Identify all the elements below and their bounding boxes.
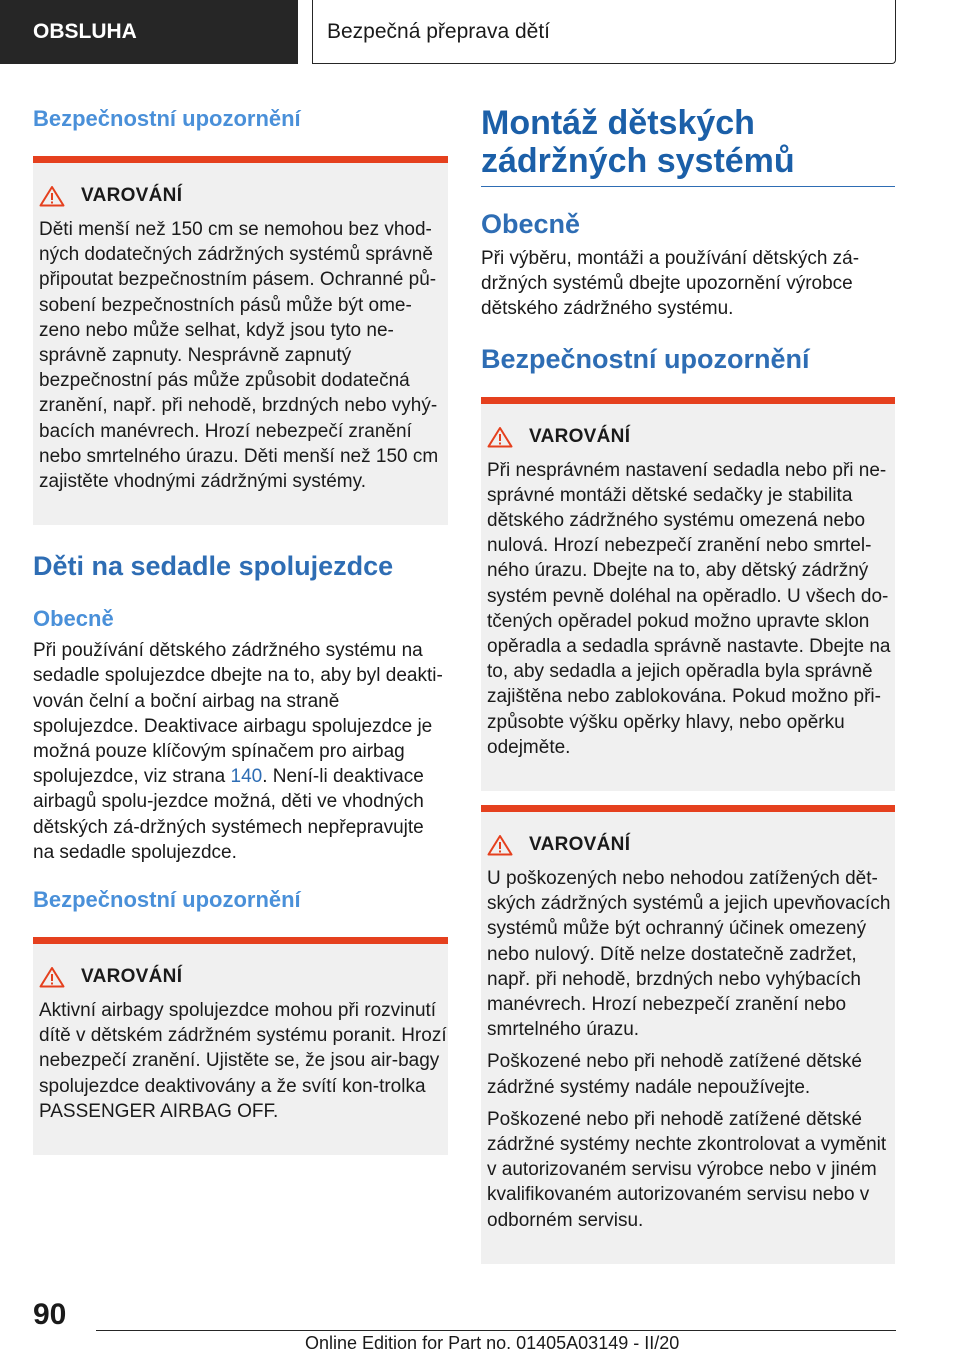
header-section-label: OBSLUHA bbox=[33, 20, 137, 43]
right-warning-box-2 bbox=[481, 805, 895, 1264]
page-reference-link[interactable]: 140 bbox=[230, 766, 263, 788]
page-number: 90 bbox=[33, 1298, 67, 1331]
left-warning-box-2 bbox=[33, 937, 448, 1155]
warning-header bbox=[39, 185, 448, 207]
warning-text: Děti menší než 150 cm se nemohou bez vhod-ných dodatečných zádržných systémů správně připoutat bezpečnostním pásem. Ochranné pů-sobení bezpečnostních pásů může být ome-zeno nebo může selhat, když jsou tyto ne-správně zapnuty. Nesprávně zapnutý bezpečnostní pás může způsobit dodatečná zranění, např. při nehodě, brzdných nebo vyhý-bacích manévrech. Hrozí nebezpečí zranění nebo smrtelného úrazu. Děti menší než 150 cm zajistěte vhodnými zádržnými systémy. bbox=[39, 219, 439, 493]
left-heading-safety: Bezpečnostní upozornění bbox=[33, 106, 301, 131]
paragraph-text-start: Při používání dětského zádržného systému na sedadle spolujezdce dbejte na to, aby byl deakti-vován čelní a boční airbag na straně spolujezdce. Deaktivace airbagu spolujezdce je možná pouze klíčovým spínačem pro airbag spolujezdce, viz strana bbox=[33, 640, 443, 788]
left-heading-general: Obecně bbox=[33, 606, 114, 632]
warning-text: Při nesprávném nastavení sedadla nebo při ne-správné montáži dětské sedačky je stabilita dětského zádržného systému omezená nebo nulová. Hrozí nebezpečí zranění nebo smrtel-ného úrazu. Dbejte na to, aby dětský zádržný systém pevně doléhal na opěradlo. U všech do-tčených opěradel pokud možno upravte sklon opěradla a sedadla správně nastavte. Dbejte na to, aby sedadla a jejich opěradla byla správně zajištěna nebo zablokována. Pokud možno při-způsobte výšku opěrky hlavy, nebo opěrku odejměte. bbox=[487, 459, 891, 758]
left-paragraph-general bbox=[33, 638, 448, 865]
warning-triangle-icon bbox=[39, 185, 65, 207]
header-chapter-title bbox=[312, 0, 896, 64]
left-heading-passenger-seat: Děti na sedadle spolujezdce bbox=[33, 551, 394, 582]
right-paragraph-general: Při výběru, montáži a používání dětských zá-držných systémů dbejte upozornění výrobce dětského zádržného systému. bbox=[481, 248, 860, 320]
warning-title: VAROVÁNÍ bbox=[81, 185, 183, 206]
right-column bbox=[481, 100, 895, 1264]
left-column bbox=[33, 100, 448, 1155]
left-warning-box-1 bbox=[33, 156, 448, 525]
warning-text-3: Poškozené nebo při nehodě zatížené dětské zádržné systémy nechte zkontrolovat a vyměnit v autorizovaném servisu výrobce nebo v jiném kvalifikovaném autorizovaném servisu nebo v odborném servisu. bbox=[487, 1108, 887, 1231]
warning-triangle-icon bbox=[39, 966, 65, 988]
warning-title: VAROVÁNÍ bbox=[529, 425, 631, 447]
header-section-tab bbox=[0, 0, 298, 64]
right-heading-safety: Bezpečnostní upozornění bbox=[481, 343, 810, 374]
footer-edition: Online Edition for Part no. 01405A03149 - II/20 bbox=[305, 1333, 680, 1353]
warning-text-1: U poškozených nebo nehodou zatížených dět-ských zádržných systémů a jejich upevňovacích systémů může být ochranný účinek omezený nebo nulový. Dítě nelze dostatečně zadržet, např. při nehodě, brzdných nebo vyhýbacích manévrech. Hrozí nebezpečí zranění nebo smrtelného úrazu. bbox=[487, 868, 891, 1041]
warning-triangle-icon bbox=[487, 834, 513, 856]
paragraph-text-end: . Není-li deaktivace airbagů spolu-jezdce možná, děti ve vhodných dětských zá-držných systémech nepřepravujte na sedadle spolujezdce. bbox=[33, 766, 424, 863]
warning-triangle-icon bbox=[487, 426, 513, 448]
warning-title: VAROVÁNÍ bbox=[81, 966, 183, 988]
warning-header bbox=[487, 834, 895, 856]
header-chapter-label: Bezpečná přeprava dětí bbox=[327, 19, 550, 43]
right-main-heading: Montáž dětských zádržných systémů bbox=[481, 104, 895, 187]
warning-text-2: Poškozené nebo při nehodě zatížené dětské zádržné systémy nadále nepoužívejte. bbox=[487, 1051, 862, 1098]
warning-title: VAROVÁNÍ bbox=[529, 834, 631, 856]
footer-divider bbox=[96, 1330, 896, 1331]
warning-header bbox=[39, 966, 448, 988]
warning-header bbox=[487, 426, 895, 448]
warning-text: Aktivní airbagy spolujezdce mohou při rozvinutí dítě v dětském zádržném systému poranit. Hrozí nebezpečí zranění. Ujistěte se, že jsou air-bagy spolujezdce deaktivovány a že svítí kon-trolka PASSENGER AIRBAG OFF. bbox=[39, 1000, 447, 1122]
right-heading-general: Obecně bbox=[481, 209, 581, 239]
right-warning-box-1 bbox=[481, 397, 895, 791]
left-heading-safety-2: Bezpečnostní upozornění bbox=[33, 887, 301, 913]
